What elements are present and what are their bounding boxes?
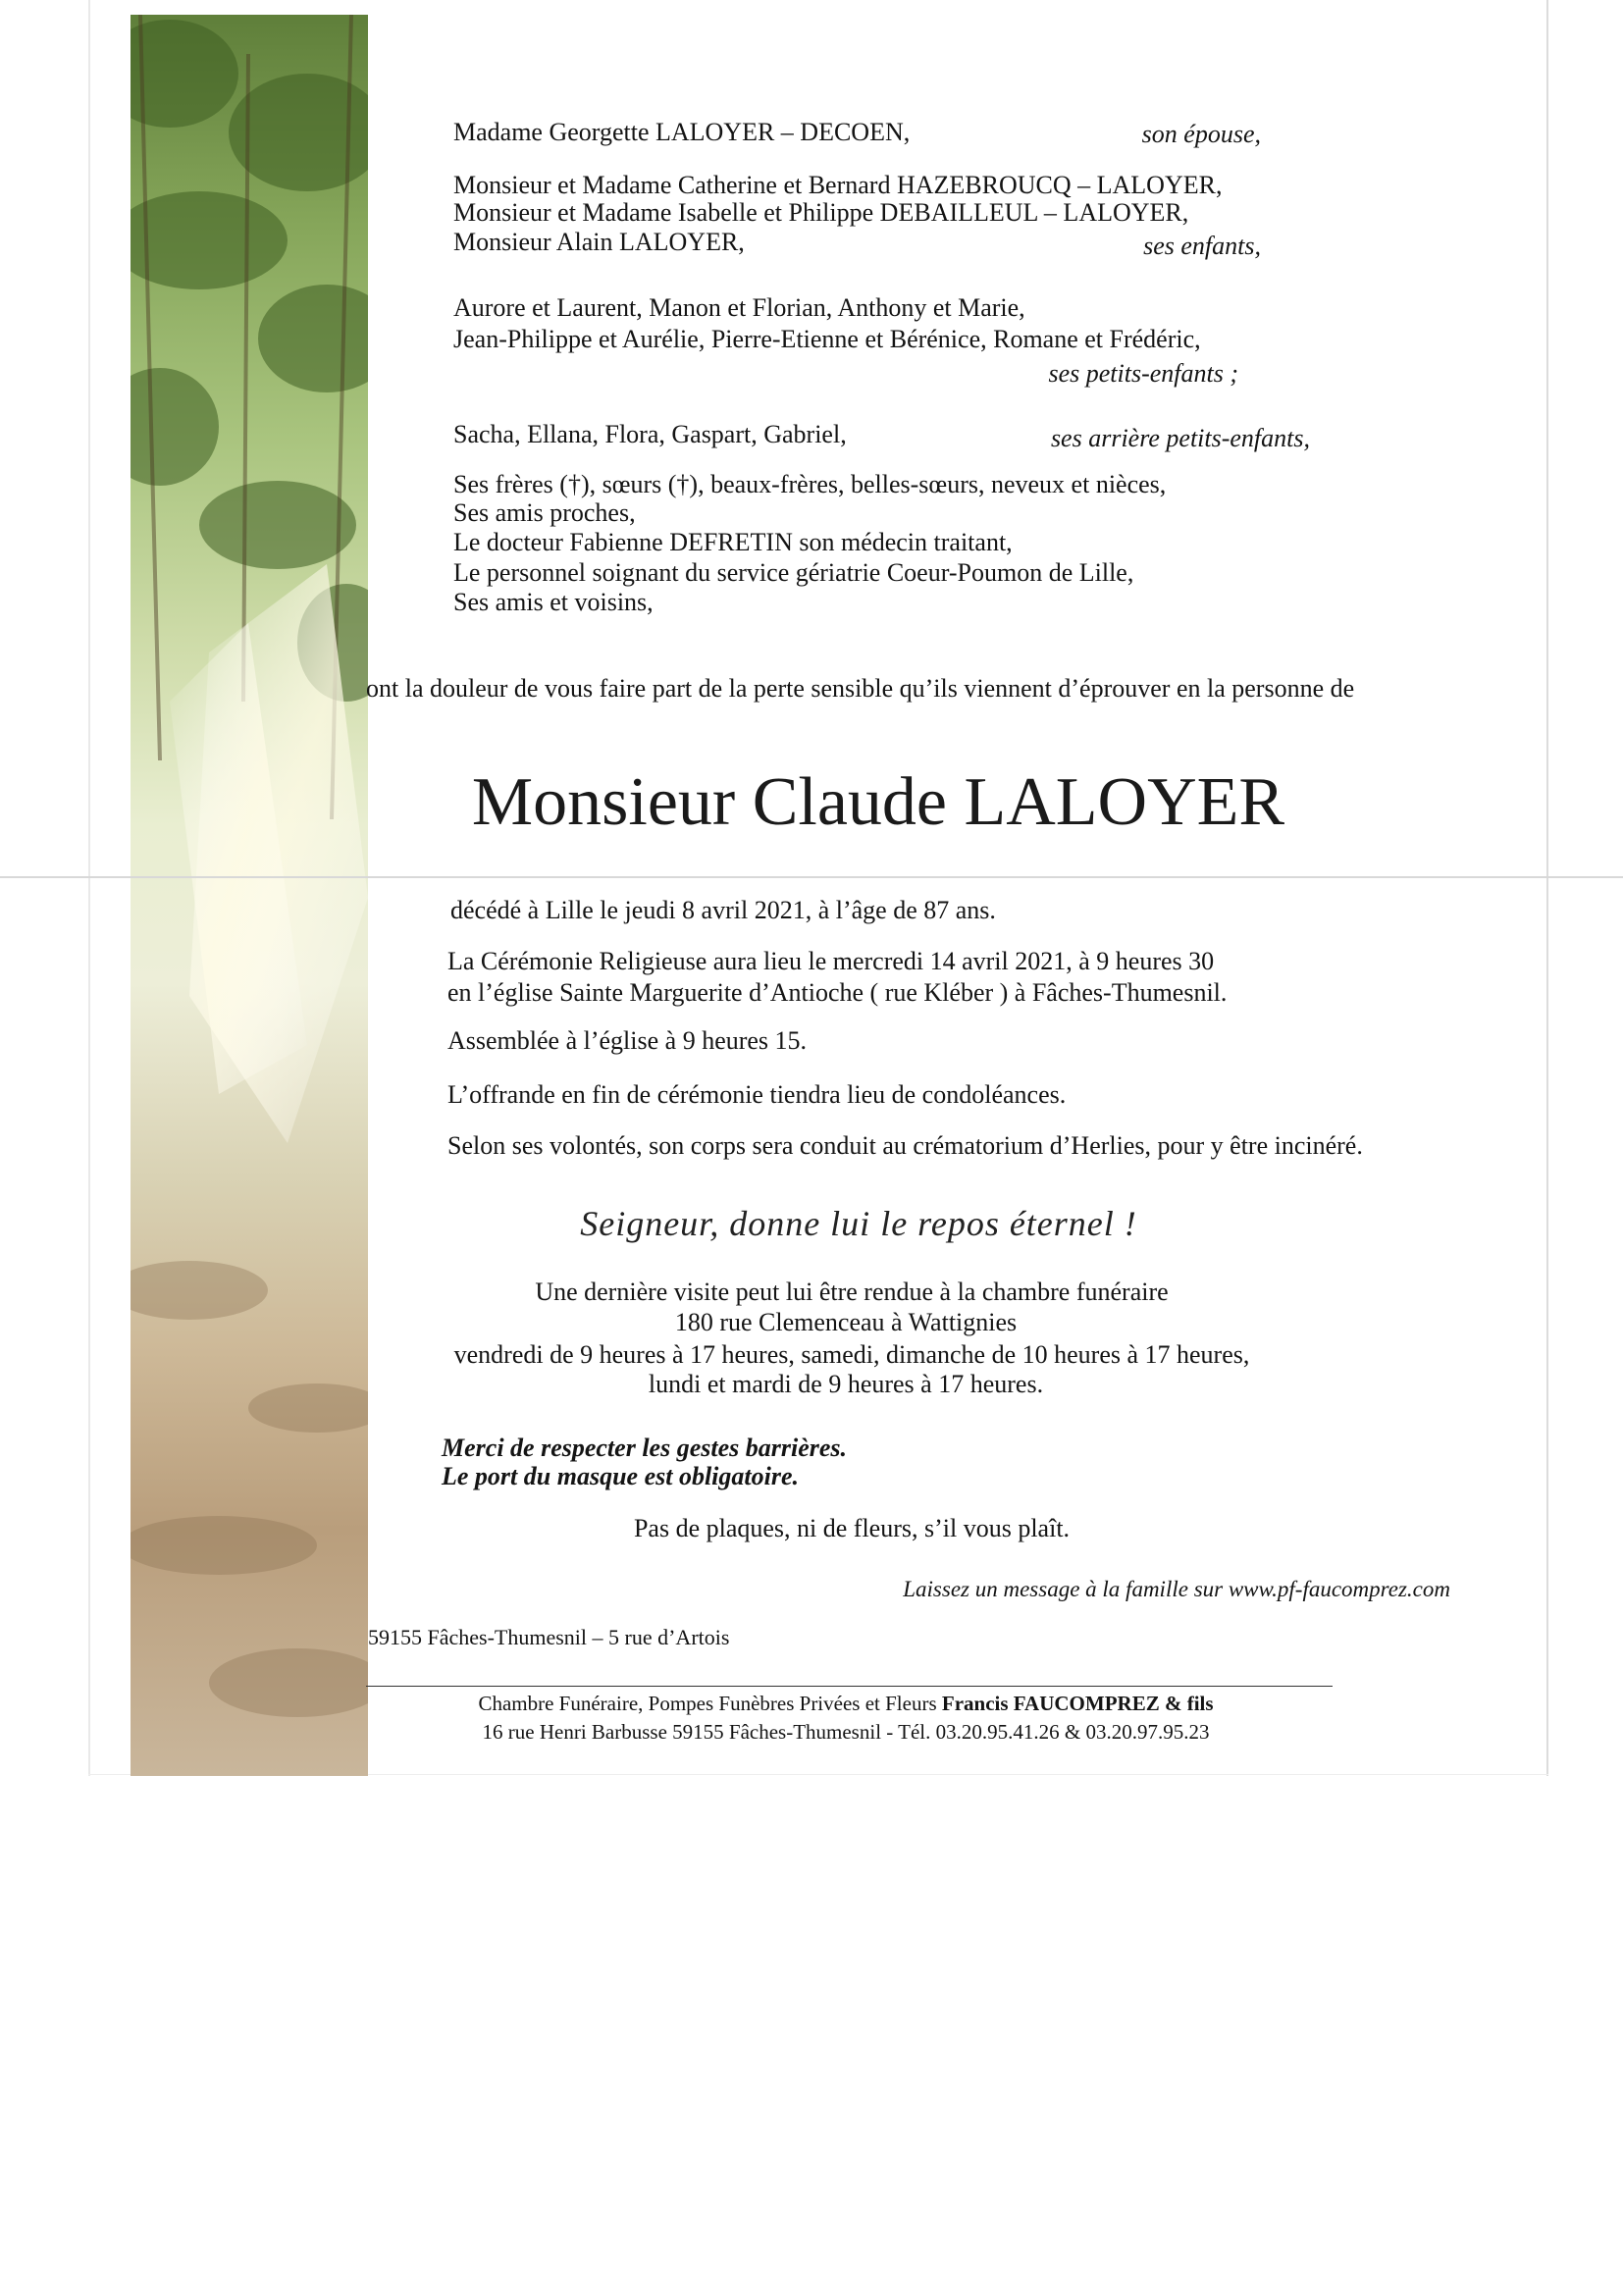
role-great-grandchildren: ses arrière petits-enfants,: [1050, 424, 1310, 452]
family-line-child-1: Monsieur et Madame Catherine et Bernard HAZEBROUCQ – LALOYER,: [453, 171, 1223, 199]
funeral-home-brand: Francis FAUCOMPREZ & fils: [941, 1692, 1214, 1715]
forest-illustration: [131, 15, 368, 1776]
role-spouse: son épouse,: [1141, 120, 1261, 148]
fold-line: [0, 876, 1623, 878]
family-line-doctor: Le docteur Fabienne DEFRETIN son médecin traitant,: [453, 528, 1013, 556]
forest-path-image: [131, 15, 368, 1776]
death-notice: décédé à Lille le jeudi 8 avril 2021, à l’âge de 87 ans.: [450, 896, 996, 924]
announcement: ont la douleur de vous faire part de la perte sensible qu’ils viennent d’éprouver en la personne de: [366, 674, 1355, 703]
role-grandchildren: ses petits-enfants ;: [1048, 359, 1238, 388]
ceremony-place: en l’église Sainte Marguerite d’Antioche ( rue Kléber ) à Fâches-Thumesnil.: [447, 978, 1228, 1007]
visit-line-1: Une dernière visite peut lui être rendue à la chambre funéraire: [535, 1278, 1169, 1306]
deceased-name: Monsieur Claude LALOYER: [471, 764, 1285, 840]
footer-divider: [366, 1686, 1333, 1687]
funeral-home-contact: 16 rue Henri Barbusse 59155 Fâches-Thumesnil - Tél. 03.20.95.41.26 & 03.20.97.95.23: [482, 1720, 1210, 1744]
visit-hours-2: lundi et mardi de 9 heures à 17 heures.: [648, 1370, 1044, 1398]
health-note-mask: Le port du masque est obligatoire.: [442, 1462, 799, 1490]
scan-edge-left: [88, 0, 90, 1776]
funeral-home-label: Chambre Funéraire, Pompes Funèbres Privées et Fleurs: [478, 1692, 942, 1715]
family-line-child-3: Monsieur Alain LALOYER,: [453, 228, 745, 256]
family-line-siblings: Ses frères (†), sœurs (†), beaux-frères, belles-sœurs, neveux et nièces,: [453, 470, 1167, 498]
family-line-grandchildren-1: Aurore et Laurent, Manon et Florian, Anthony et Marie,: [453, 293, 1025, 322]
ceremony-date: La Cérémonie Religieuse aura lieu le mercredi 14 avril 2021, à 9 heures 30: [447, 947, 1215, 975]
online-message-link[interactable]: Laissez un message à la famille sur www.pf-faucomprez.com: [903, 1577, 1450, 1601]
assembly-time: Assemblée à l’église à 9 heures 15.: [447, 1026, 808, 1055]
visit-hours-1: vendredi de 9 heures à 17 heures, samedi, dimanche de 10 heures à 17 heures,: [453, 1340, 1250, 1369]
family-line-child-2: Monsieur et Madame Isabelle et Philippe DEBAILLEUL – LALOYER,: [453, 198, 1189, 227]
no-flowers-note: Pas de plaques, ni de fleurs, s’il vous plaît.: [633, 1514, 1071, 1542]
family-line-neighbours: Ses amis et voisins,: [453, 588, 654, 616]
funeral-home-name: [478, 1691, 1213, 1716]
offering-note: L’offrande en fin de cérémonie tiendra lieu de condoléances.: [447, 1080, 1067, 1109]
family-line-great-grandchildren: Sacha, Ellana, Flora, Gaspart, Gabriel,: [453, 420, 847, 448]
prayer-text: Seigneur, donne lui le repos éternel !: [580, 1204, 1137, 1243]
family-line-care-staff: Le personnel soignant du service gériatrie Coeur-Poumon de Lille,: [453, 558, 1134, 587]
cremation-note: Selon ses volontés, son corps sera conduit au crématorium d’Herlies, pour y être incinéré.: [447, 1131, 1363, 1160]
family-line-friends: Ses amis proches,: [453, 498, 636, 527]
health-note-gestures: Merci de respecter les gestes barrières.: [442, 1434, 848, 1462]
scan-edge-right: [1546, 0, 1548, 1776]
family-line-grandchildren-2: Jean-Philippe et Aurélie, Pierre-Etienne et Bérénice, Romane et Frédéric,: [453, 325, 1201, 353]
visit-address: 180 rue Clemenceau à Wattignies: [674, 1308, 1018, 1336]
family-line-wife: Madame Georgette LALOYER – DECOEN,: [453, 118, 911, 146]
role-children: ses enfants,: [1143, 232, 1261, 260]
family-address: 59155 Fâches-Thumesnil – 5 rue d’Artois: [368, 1625, 730, 1649]
